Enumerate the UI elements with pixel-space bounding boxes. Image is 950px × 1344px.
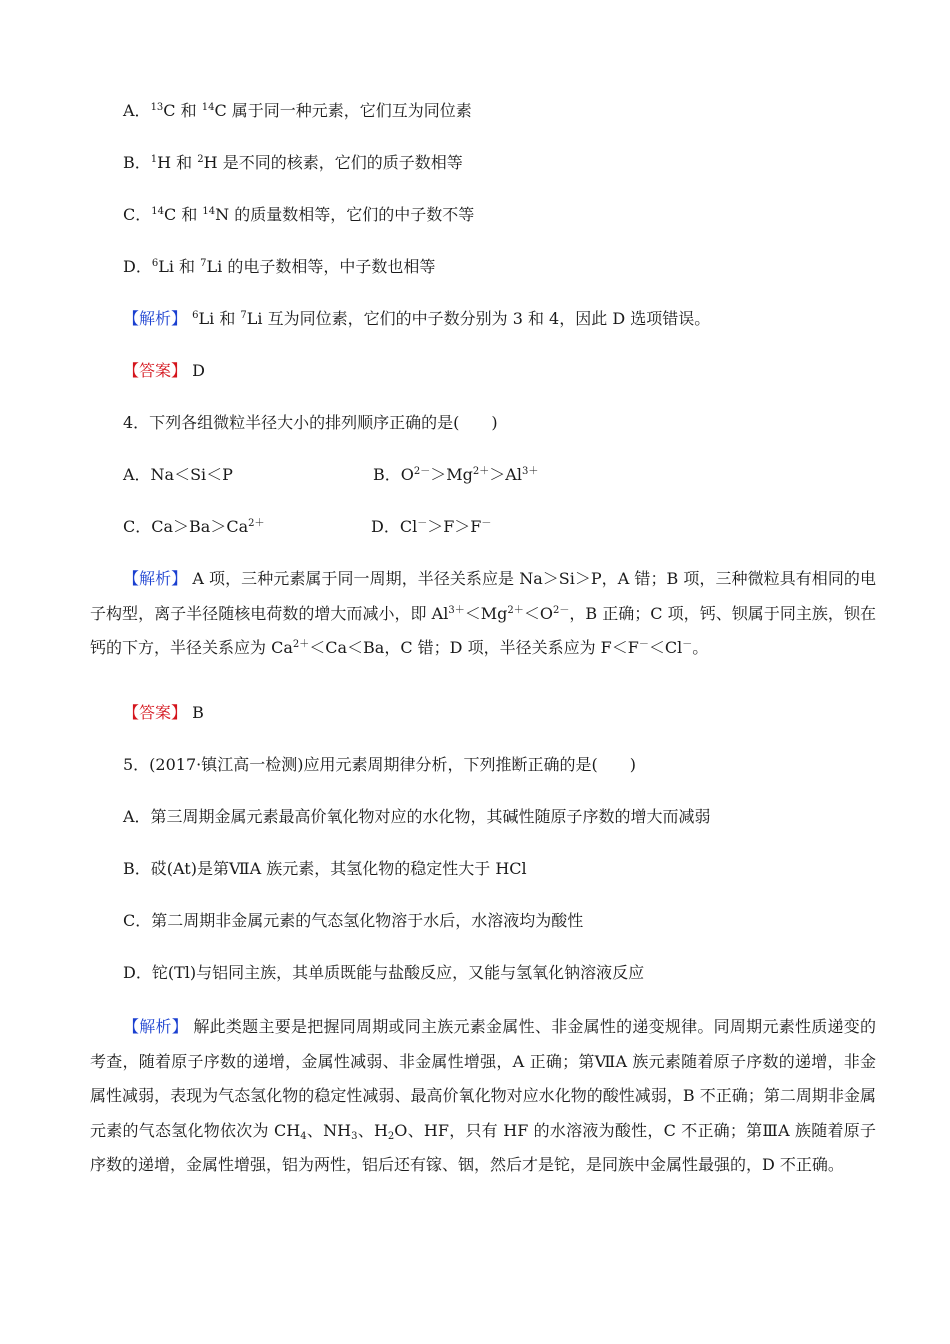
q3-option-c: C．$^{14}$C 和 $^{14}$N 的质量数相等，它们的中子数不等: [123, 205, 475, 224]
q5-analysis: 【解析】 解此类题主要是把握同周期或同主族元素金属性、非金属性的递变规律。同周期元素性质递变的考查，随着原子序数的递增，金属性减弱、非金属性增强，A 正确；第ⅦA 族元素随着原子序数的递增，非金属性减弱，表现为气态氢化物的稳定性减弱、最高价氧化物对应水化物的酸性减弱，B 不正确；第二周期非金属元素的气态氢化物依次为 $CH_4$、$NH_3$、$H_2O$、HF，只有 HF 的水溶液为酸性，C 不正确；第ⅢA 族随着原子序数的递增，金属性增强，铝为两性，铝后还有镓、铟，然后才是铊，是同族中金属性最强的，D 不正确。: [90, 1017, 876, 1175]
q4-stem: 4．下列各组微粒半径大小的排列顺序正确的是( ): [123, 413, 498, 432]
q5-stem: 5．(2017·镇江高一检测)应用元素周期律分析，下列推断正确的是( ): [123, 755, 636, 774]
answer-label: 【答案】: [123, 703, 188, 722]
answer-label: 【答案】: [123, 361, 188, 380]
q4-option-b: B．$O^{2-}>Mg^{2+}>Al^{3+}$: [373, 465, 539, 484]
analysis-label: 【解析】: [123, 569, 188, 588]
q3-option-a: A．$^{13}$C 和 $^{14}$C 属于同一种元素，它们互为同位素: [123, 101, 472, 120]
q5-option-a: A．第三周期金属元素最高价氧化物对应的水化物，其碱性随原子序数的增大而减弱: [123, 807, 711, 826]
q3-analysis: 【解析】 $^6$Li 和 $^7$Li 互为同位素，它们的中子数分别为 3 和 4，因此 D 选项错误。: [123, 309, 711, 328]
q5-option-d: D．铊(Tl)与铝同主族，其单质既能与盐酸反应，又能与氢氧化钠溶液反应: [123, 963, 645, 982]
q4-option-a: A．Na＜Si＜P: [123, 465, 233, 484]
q5-option-c: C．第二周期非金属元素的气态氢化物溶于水后，水溶液均为酸性: [123, 911, 584, 930]
answer-value: B: [192, 703, 204, 722]
q4-answer: [123, 702, 204, 724]
q4-option-c: C．$Ca>Ba>Ca^{2+}$: [123, 517, 265, 536]
analysis-label: 【解析】: [123, 309, 188, 328]
q3-option-d: D．$^6$Li 和 $^7$Li 的电子数相等，中子数也相等: [123, 257, 436, 276]
analysis-label: 【解析】: [123, 1017, 189, 1036]
answer-value: D: [192, 361, 205, 380]
q3-answer: [123, 360, 205, 382]
q4-option-d: D．Cl－＞F＞F－: [371, 517, 492, 536]
q3-option-b: B．$^1$H 和 $^2$H 是不同的核素，它们的质子数相等: [123, 153, 463, 172]
q5-option-b: B．砹(At)是第ⅦA 族元素，其氢化物的稳定性大于 HCl: [123, 859, 527, 878]
q4-analysis: 【解析】 A 项，三种元素属于同一周期，半径关系应是 Na＞Si＞P，A 错；B 项，三种微粒具有相同的电子构型，离子半径随核电荷数的增大而减小，即 $Al^{3+}<Mg^{2+}<O^{2-}$，B 正确；C 项，钙、钡属于同主族，钡在钙的下方，半径关系应为 $Ca^{2+}<Ca<Ba$，C 错；D 项，半径关系应为 F＜F－＜Cl－。: [90, 569, 876, 658]
